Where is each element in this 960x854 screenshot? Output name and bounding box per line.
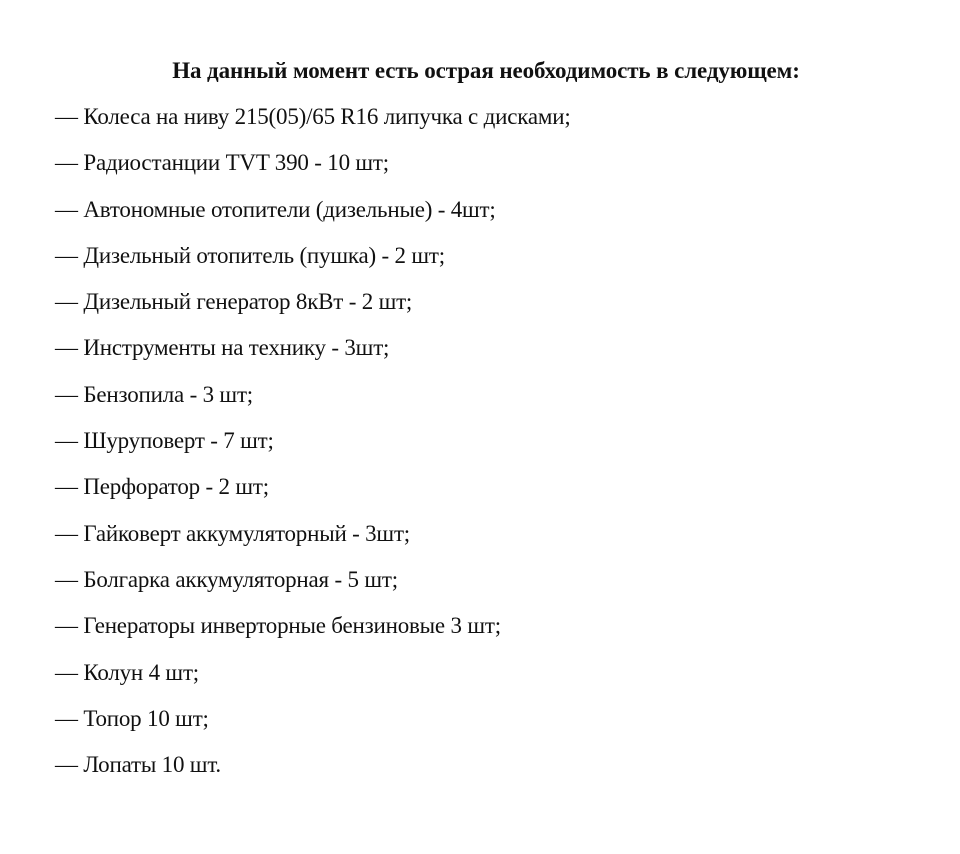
list-item: — Перфоратор - 2 шт; [55,474,269,500]
list-item: — Автономные отопители (дизельные) - 4шт; [55,196,496,222]
list-item: — Лопаты 10 шт. [55,752,221,778]
list-item: — Гайковерт аккумуляторный - 3шт; [55,520,410,546]
needs-list [55,102,571,796]
list-item: — Бензопила - 3 шт; [55,381,253,407]
list-item: — Дизельный отопитель (пушка) - 2 шт; [55,242,445,268]
list-item: — Болгарка аккумуляторная - 5 шт; [55,566,398,592]
list-item: — Генераторы инверторные бензиновые 3 шт; [55,613,501,639]
list-item: — Дизельный генератор 8кВт - 2 шт; [55,289,413,315]
list-item: — Шуруповерт - 7 шт; [55,428,274,454]
document-title: На данный момент есть острая необходимость в следующем: [172,58,800,83]
list-item: — Радиостанции TVT 390 - 10 шт; [55,150,389,176]
list-item: — Колеса на ниву 215(05)/65 R16 липучка с дисками; [55,104,571,129]
list-item: — Топор 10 шт; [55,705,209,731]
list-item: — Инструменты на технику - 3шт; [55,335,390,361]
list-item: — Колун 4 шт; [55,659,199,685]
